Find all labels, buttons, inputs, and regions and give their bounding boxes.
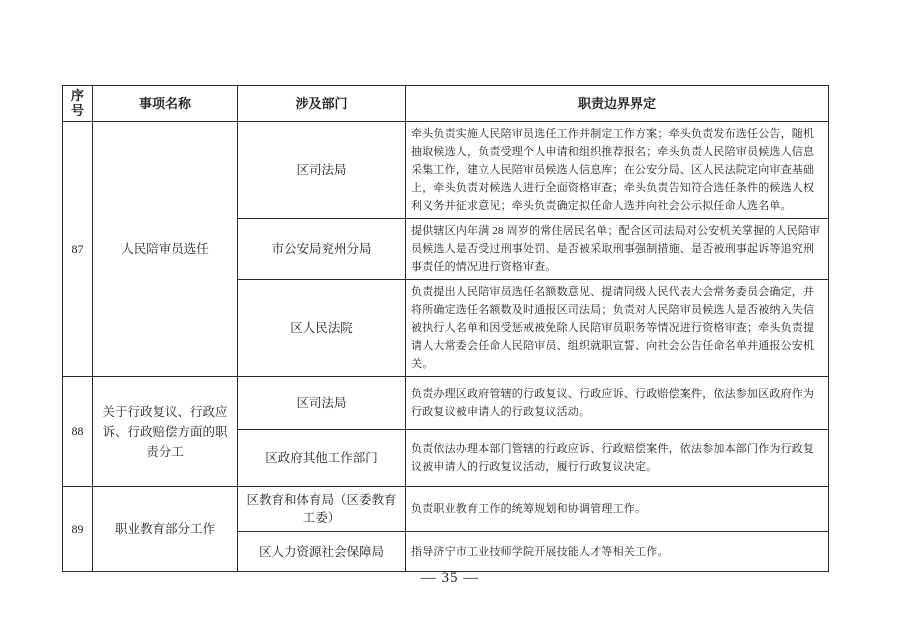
header-departments: 涉及部门 [238, 86, 406, 122]
page-number: — 35 — [420, 570, 480, 586]
duty-cell: 负责职业教育工作的统筹规划和协调管理工作。 [406, 487, 829, 532]
table-row [63, 487, 829, 532]
department-cell: 市公安局兖州分局 [238, 219, 406, 280]
row-number: 87 [63, 122, 93, 377]
duty-cell: 提供辖区内年满 28 周岁的常住居民名单；配合区司法局对公安机关掌握的人民陪审员候选人是否受过刑事处罚、是否被采取刑事强制措施、是否被刑事起诉等追究刑事责任的情况进行资格审查。 [406, 219, 829, 280]
department-cell: 区司法局 [238, 122, 406, 219]
duty-cell: 牵头负责实施人民陪审员选任工作并制定工作方案；牵头负责发布选任公告，随机抽取候选人，负责受理个人申请和组织推荐报名；牵头负责人民陪审员候选人信息采集工作，建立人民陪审员候选人信息库；在公安分局、区人民法院定向审查基础上，牵头负责对候选人进行全面资格审查；牵头负责告知符合选任条件的候选人权利义务并征求意见；牵头负责确定拟任命人选并向社会公示拟任命人选名单。 [406, 122, 829, 219]
row-number: 88 [63, 377, 93, 487]
duty-cell: 负责依法办理本部门管辖的行政应诉、行政赔偿案件，依法参加本部门作为行政复议被申请人的行政复议活动，履行行政复议决定。 [406, 430, 829, 487]
header-item-name: 事项名称 [93, 86, 238, 122]
duty-cell: 指导济宁市工业技师学院开展技能人才等相关工作。 [406, 532, 829, 572]
responsibility-table [62, 85, 829, 572]
department-cell: 区人民法院 [238, 280, 406, 377]
item-name: 人民陪审员选任 [93, 122, 238, 377]
item-name: 关于行政复议、行政应诉、行政赔偿方面的职责分工 [93, 377, 238, 487]
header-boundary: 职责边界界定 [406, 86, 829, 122]
table-row [63, 377, 829, 430]
department-cell: 区人力资源社会保障局 [238, 532, 406, 572]
table-row [63, 122, 829, 219]
department-cell: 区政府其他工作部门 [238, 430, 406, 487]
header-number [63, 86, 93, 122]
department-cell: 区教育和体育局（区委教育工委） [238, 487, 406, 532]
item-name: 职业教育部分工作 [93, 487, 238, 572]
table-header-row [63, 86, 829, 122]
header-number-label: 序号 [71, 88, 85, 118]
row-number: 89 [63, 487, 93, 572]
duty-cell: 负责办理区政府管辖的行政复议、行政应诉、行政赔偿案件，依法参加区政府作为行政复议被申请人的行政复议活动。 [406, 377, 829, 430]
department-cell: 区司法局 [238, 377, 406, 430]
duty-cell: 负责提出人民陪审员选任名额数意见、提请同级人民代表大会常务委员会确定，并将所确定选任名额数及时通报区司法局；负责对人民陪审员候选人是否被纳入失信被执行人名单和因受惩戒被免除人民陪审员职务等情况进行资格审查；牵头负责提请人大常委会任命人民陪审员、组织就职宣誓、向社会公告任命名单并通报公安机关。 [406, 280, 829, 377]
